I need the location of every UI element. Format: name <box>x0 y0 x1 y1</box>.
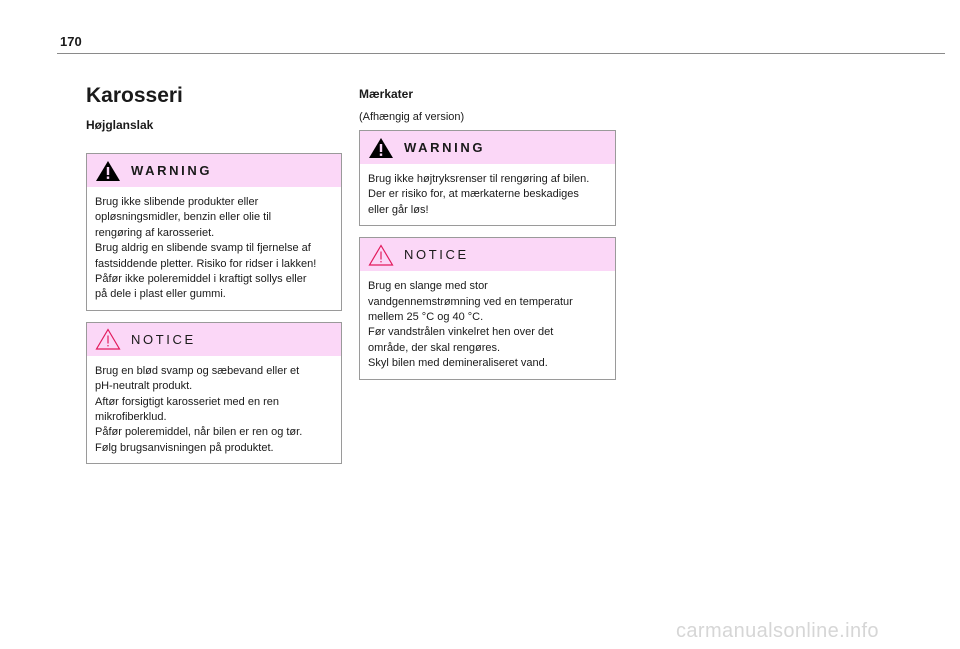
warning-header <box>87 154 341 187</box>
text-line: Brug ikke slibende produkter eller <box>95 196 259 208</box>
warning-box <box>86 153 342 311</box>
text-line: Aftør forsigtigt karosseriet med en ren <box>95 395 280 408</box>
notice-text <box>87 356 341 463</box>
page-number: 170 <box>60 34 82 49</box>
notice-label: NOTICE <box>131 331 196 347</box>
text-line: eller går løs! <box>368 203 429 216</box>
right-column <box>359 84 616 380</box>
text-line: mellem 25 °C og 40 °C. <box>368 311 484 324</box>
notice-triangle-icon <box>368 244 394 266</box>
notice-box <box>359 237 616 379</box>
text-line: vandgennemstrømning ved en temperatur <box>368 295 573 308</box>
section-title: Karosseri <box>86 84 183 107</box>
notice-text <box>360 271 615 378</box>
warning-triangle-icon <box>368 137 394 159</box>
warning-label: WARNING <box>404 140 486 155</box>
notice-label: NOTICE <box>404 247 469 263</box>
warning-text <box>87 187 341 310</box>
notice-header <box>360 238 615 271</box>
text-line: Brug en blød svamp og sæbevand eller et <box>95 364 300 377</box>
warning-label: WARNING <box>131 163 213 178</box>
text-line: Skyl bilen med demineraliseret vand. <box>368 357 548 370</box>
watermark: carmanualsonline.info <box>676 620 879 642</box>
text-line: mikrofiberklud. <box>95 411 167 424</box>
notice-box <box>86 322 342 464</box>
warning-triangle-icon <box>95 160 121 182</box>
text-line: på dele i plast eller gummi. <box>95 288 226 301</box>
text-line: Før vandstrålen vinkelret hen over det <box>368 326 554 339</box>
left-column <box>86 84 342 464</box>
subsection-title: Højglanslak <box>86 118 154 132</box>
warning-text <box>360 164 615 225</box>
text-line: Brug aldrig en slibende svamp til fjernelse af <box>95 242 311 255</box>
header-rule <box>57 53 945 54</box>
text-line: Brug en slange med stor <box>368 280 488 293</box>
warning-box <box>359 130 616 226</box>
version-note: (Afhængig af version) <box>359 111 465 123</box>
text-line: opløsningsmidler, benzin eller olie til <box>95 211 272 224</box>
notice-triangle-icon <box>95 328 121 350</box>
notice-header <box>87 323 341 356</box>
text-line: Brug ikke højtryksrenser til rengøring af bilen. <box>368 173 590 185</box>
text-line: fastsiddende pletter. Risiko for ridser i lakken! <box>95 257 317 270</box>
text-line: Påfør ikke poleremiddel i kraftigt sollys eller <box>95 273 307 286</box>
text-line: område, der skal rengøres. <box>368 341 501 354</box>
text-line: Der er risiko for, at mærkaterne beskadiges <box>368 188 579 201</box>
warning-header <box>360 131 615 164</box>
section-title: Mærkater <box>359 87 414 101</box>
text-line: Påfør poleremiddel, når bilen er ren og tør. <box>95 426 303 439</box>
text-line: pH-neutralt produkt. <box>95 380 193 393</box>
text-line: rengøring af karosseriet. <box>95 226 215 239</box>
text-line: Følg brugsanvisningen på produktet. <box>95 441 274 454</box>
